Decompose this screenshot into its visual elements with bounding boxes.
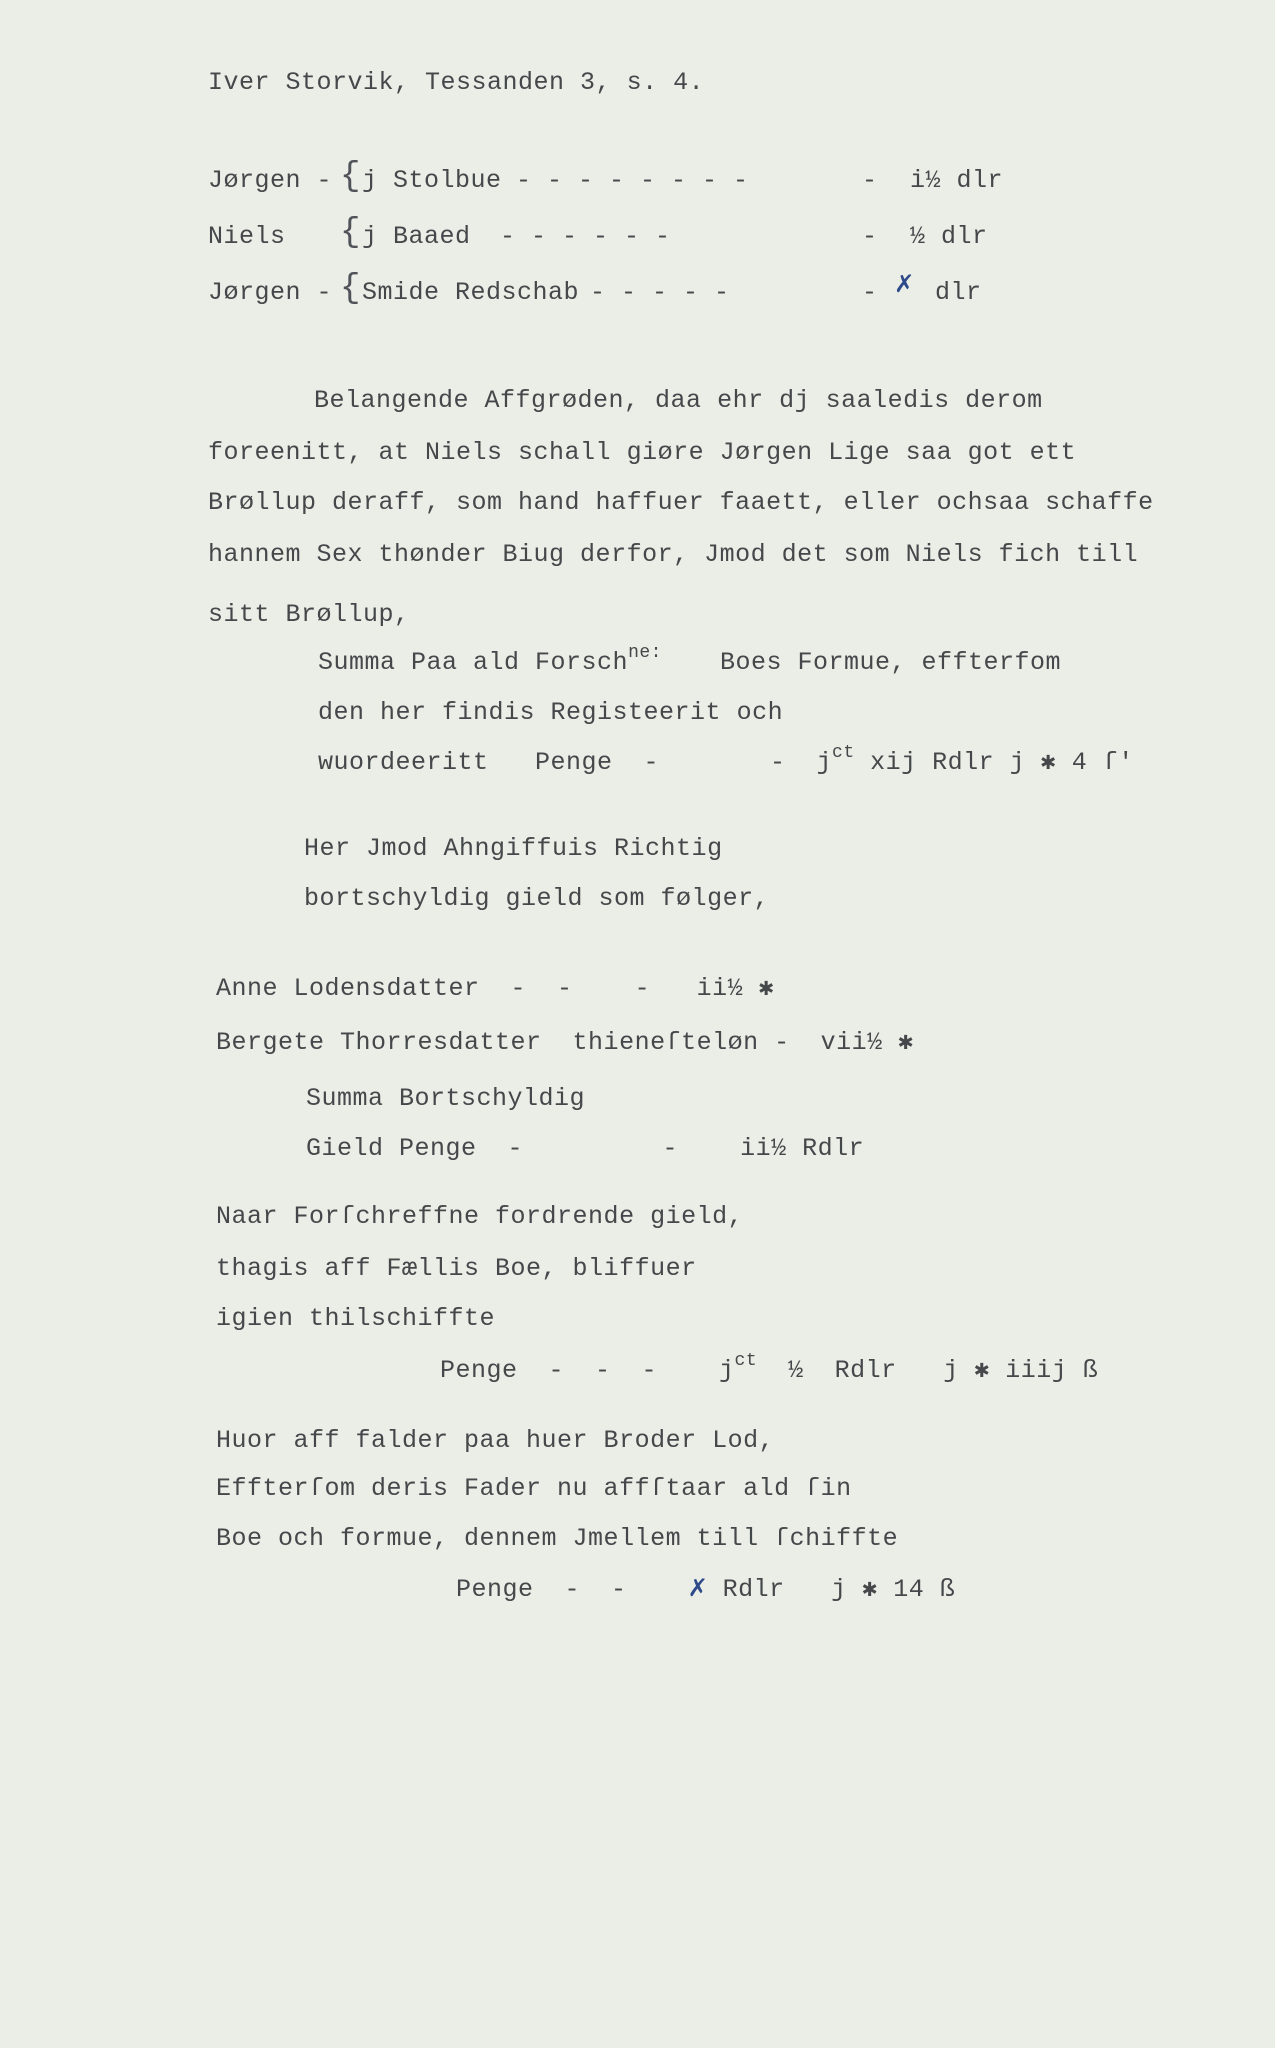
document-header: Iver Storvik, Tessanden 3, s. 4. bbox=[208, 68, 705, 97]
item-name: Smide Redschab bbox=[362, 278, 580, 307]
remaining-line: thagis aff Fællis Boe, bliffuer bbox=[216, 1254, 697, 1283]
share-line: Huor aff falder paa huer Broder Lod, bbox=[216, 1426, 775, 1455]
share-line: Effterſom deris Fader nu affſtaar ald ſin bbox=[216, 1474, 852, 1503]
paragraph-line: foreenitt, at Niels schall giøre Jørgen Lige saa got ett bbox=[208, 438, 1077, 467]
item-value: i½ dlr bbox=[910, 166, 1004, 195]
summa-line: Summa Paa ald Forsch$^{ne:}$ bbox=[318, 643, 662, 677]
paragraph-line: hannem Sex thønder Biug derfor, Jmod det som Niels fich till bbox=[208, 540, 1139, 569]
brace-icon: { bbox=[340, 214, 361, 252]
summa-line: den her findis Registeerit och bbox=[318, 698, 784, 727]
item-value: ½ dlr bbox=[910, 222, 988, 251]
brace-icon: { bbox=[340, 270, 361, 308]
item-value: dlr bbox=[935, 278, 982, 307]
paragraph-line: sitt Brøllup, bbox=[208, 600, 410, 629]
dash-leader: - bbox=[862, 166, 878, 195]
dash-leader: - - - - - bbox=[590, 278, 730, 307]
remaining-total: Penge - - - $j^{ct}$ ½ Rdlr j ✱ iiij ß bbox=[440, 1351, 1099, 1385]
heir-name: Niels bbox=[208, 222, 286, 251]
debt-row: Anne Lodensdatter - - - ii½ ✱ bbox=[216, 974, 775, 1003]
heir-name: Jørgen - bbox=[208, 166, 333, 195]
remaining-line: igien thilschiffte bbox=[216, 1304, 496, 1333]
item-name: j Stolbue bbox=[362, 166, 502, 195]
item-name: j Baaed bbox=[362, 222, 471, 251]
debt-intro-line: Her Jmod Ahngiffuis Richtig bbox=[304, 834, 723, 863]
paragraph-line: Brøllup deraff, som hand haffuer faaett, eller ochsaa schaffe bbox=[208, 488, 1154, 517]
dash-leader: - - - - - - bbox=[500, 222, 671, 251]
summa-line: wuordeeritt Penge - bbox=[318, 748, 660, 777]
share-line: Boe och formue, dennem Jmellem till ſchiffte bbox=[216, 1524, 899, 1553]
summa-debt-line: Gield Penge - - ii½ Rdlr bbox=[306, 1134, 865, 1163]
summa-debt-line: Summa Bortschyldig bbox=[306, 1084, 586, 1113]
dash-leader: - bbox=[862, 222, 878, 251]
debt-intro-line: bortschyldig gield som følger, bbox=[304, 884, 770, 913]
handwritten-mark-icon: ✗ bbox=[895, 268, 914, 302]
dash-leader: - bbox=[862, 278, 878, 307]
debt-row: Bergete Thorresdatter thieneſteløn - vii½ ✱ bbox=[216, 1028, 914, 1057]
summa-value: - $j^{ct}$ xij Rdlr j ✱ 4 ſ' bbox=[770, 743, 1134, 777]
summa-line: Boes Formue, effterfom bbox=[720, 648, 1062, 677]
remaining-line: Naar Forſchreffne fordrende gield, bbox=[216, 1202, 744, 1231]
heir-name: Jørgen - bbox=[208, 278, 333, 307]
brace-icon: { bbox=[340, 158, 361, 196]
dash-leader: - - - - - - - - bbox=[516, 166, 749, 195]
handwritten-mark-icon: ✗ bbox=[688, 1572, 708, 1606]
share-total: Penge - - ✗ Rdlr j ✱ 14 ß bbox=[456, 1572, 956, 1606]
paragraph-line: Belangende Affgrøden, daa ehr dj saaledis derom bbox=[314, 386, 1043, 415]
